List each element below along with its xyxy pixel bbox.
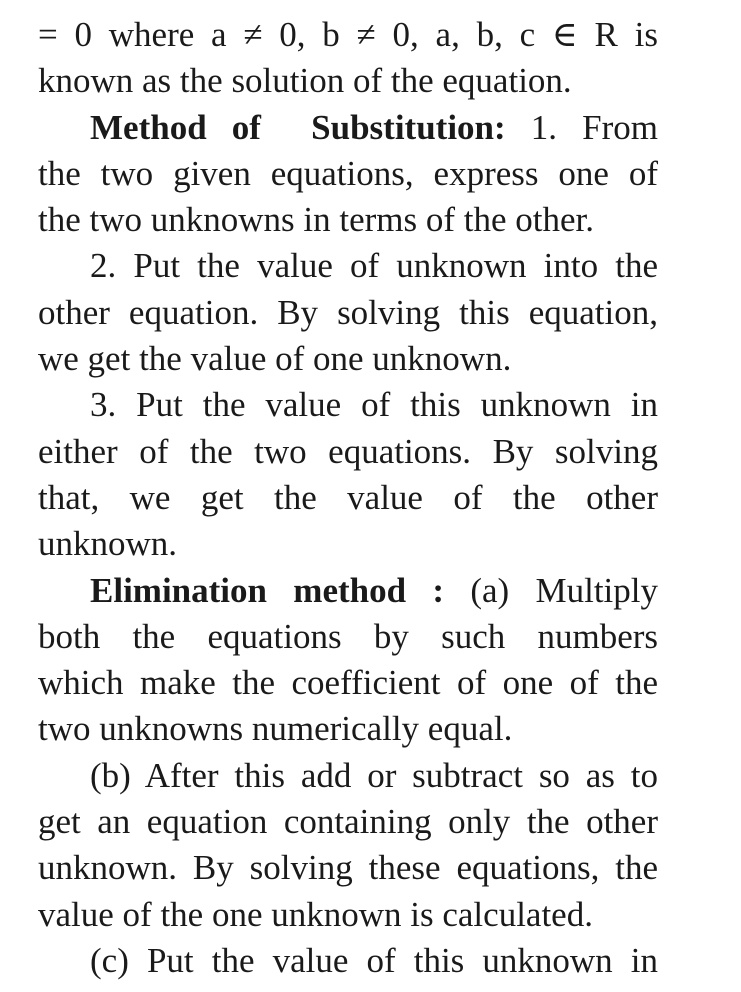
paragraph-substitution-step-3 [38,382,658,567]
text-line [38,568,658,614]
text-line: that, we get the value of the other [38,477,658,517]
text-line: other equation. By solving this equation, [38,292,658,332]
text-line [38,105,658,151]
document-page [38,12,658,984]
text-fragment: 1. From [530,107,659,147]
text-line: (c) Put the value of this unknown in [90,940,658,980]
text-line: the two given equations, express one of [38,153,658,193]
section-heading-substitution: Method of Substitution: [90,107,506,147]
text-line: we get the value of one unknown. [38,339,512,379]
text-line: 3. Put the value of this unknown in [90,385,658,425]
text-line: unknown. [38,524,178,564]
text-fragment: (a) Multiply [470,570,658,610]
paragraph-elimination-c [38,938,658,984]
paragraph-substitution-step-1 [38,105,658,244]
text-line: = 0 where a ≠ 0, b ≠ 0, a, b, c ∈ R is [38,15,658,54]
paragraph-intro [38,12,658,105]
text-line: which make the coefficient of one of the [38,663,658,703]
text-line: both the equations by such numbers [38,616,658,656]
text-line: the two unknowns in terms of the other. [38,200,595,240]
text-line: get an equation containing only the other [38,802,658,842]
text-line: two unknowns numerically equal. [38,709,513,749]
text-line: 2. Put the value of unknown into the [90,246,658,286]
paragraph-elimination-a [38,568,658,753]
text-line: (b) After this add or subtract so as to [90,755,658,795]
paragraph-elimination-b [38,753,658,938]
text-line: unknown. By solving these equations, the [38,848,658,888]
section-heading-elimination: Elimination method : [90,570,445,610]
paragraph-substitution-step-2 [38,243,658,382]
text-line: value of the one unknown is calculated. [38,894,593,934]
text-line: known as the solution of the equation. [38,61,572,101]
text-line: either of the two equations. By solving [38,431,658,471]
